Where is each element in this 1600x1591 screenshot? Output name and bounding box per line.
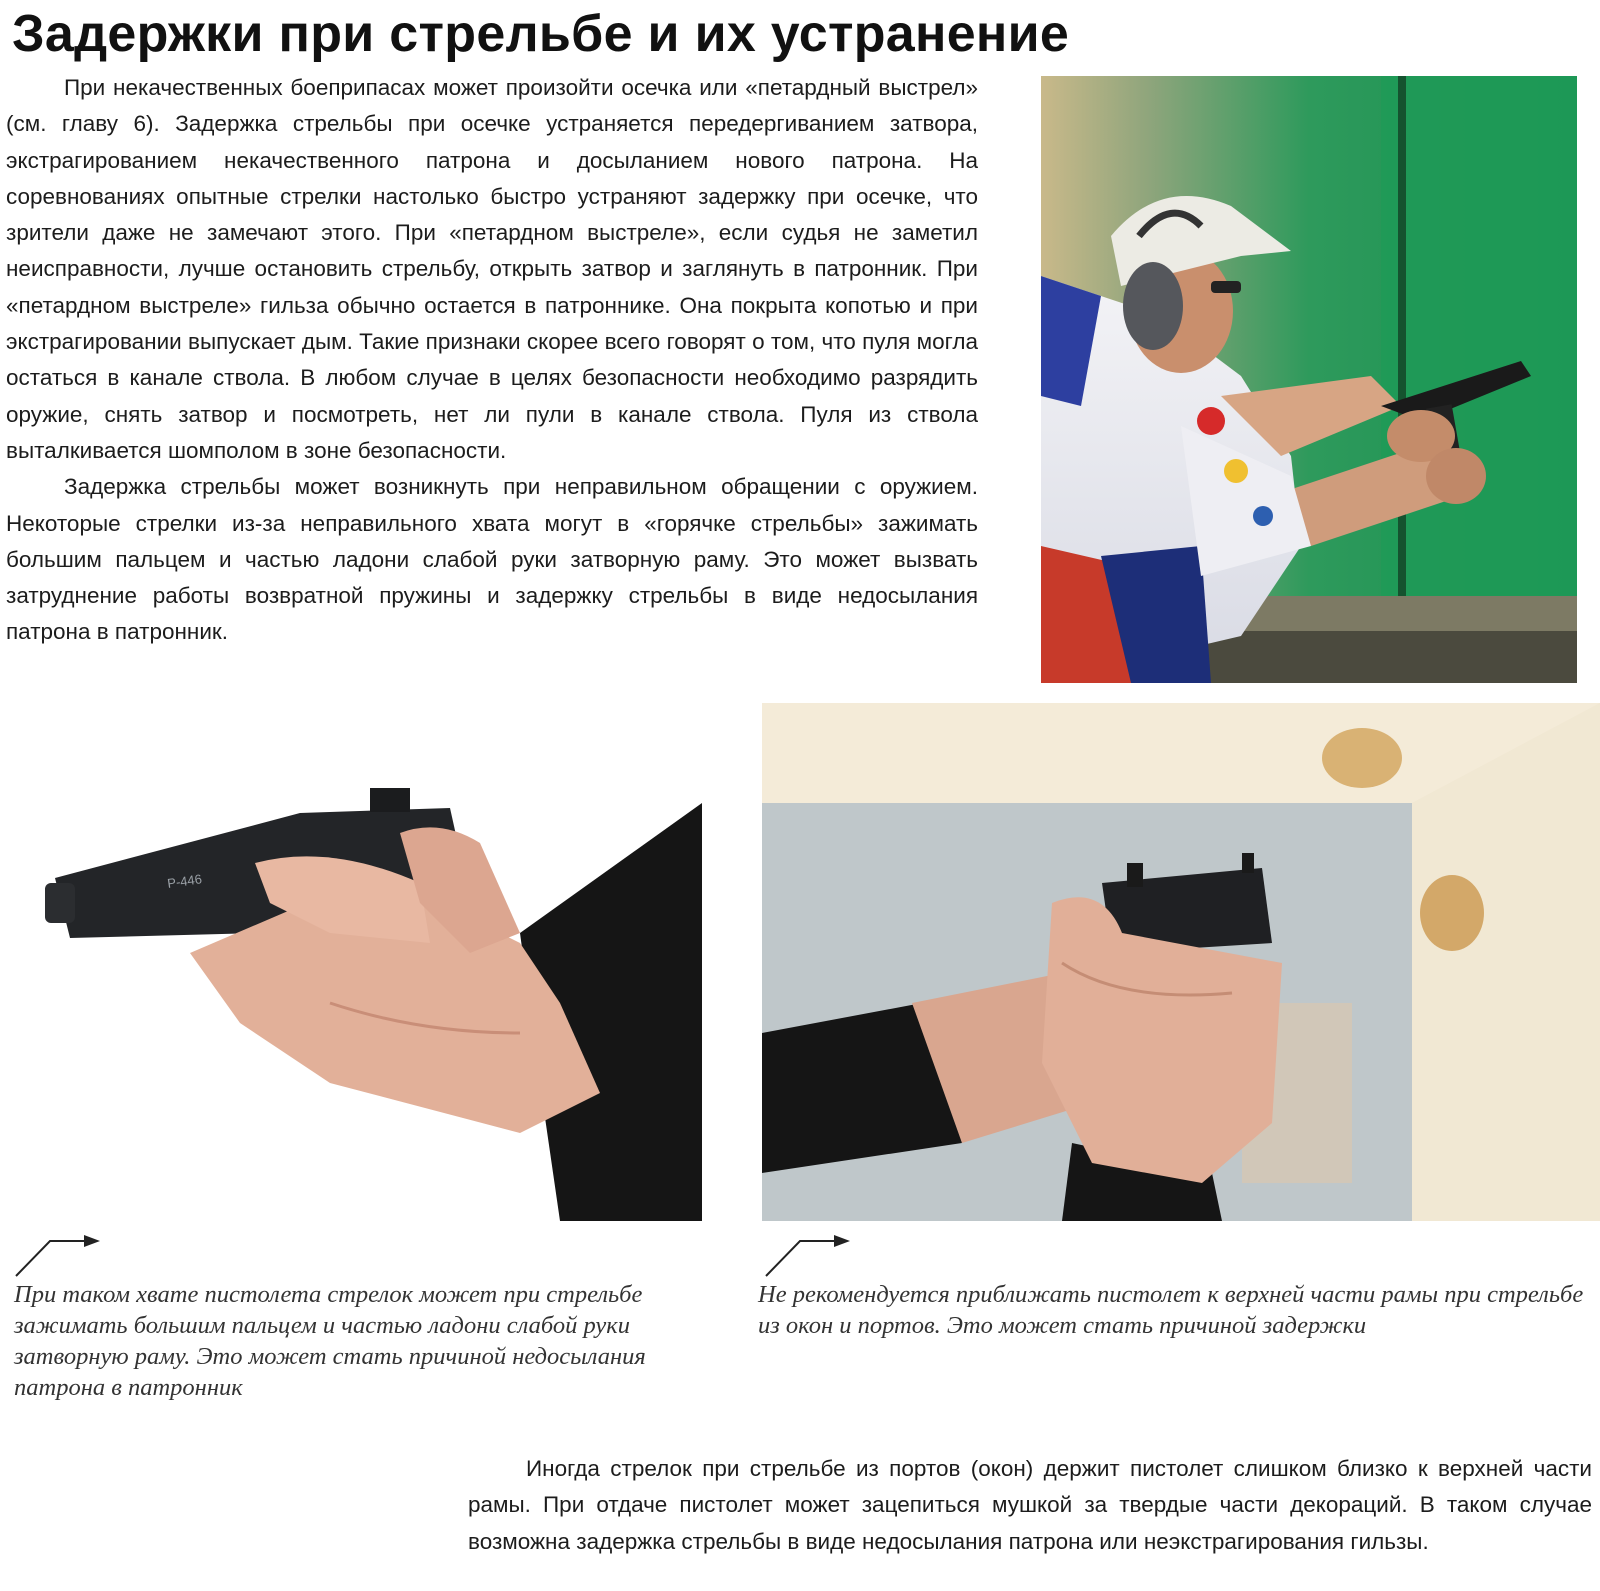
- caption-window-frame: Не рекомендуется приближать пистолет к верхней части рамы при стрельбе из окон и портов. Это может стать причиной задержки: [758, 1281, 1584, 1339]
- bottom-text-column: [468, 1451, 1592, 1560]
- improper-grip-photo: [0, 703, 702, 1221]
- page-title: Задержки при стрельбе и их устранение: [12, 5, 1070, 63]
- caption-improper-grip: При таком хвате пистолета стрелок может при стрельбе зажимать большим пальцем и частью ладони слабой руки затворную раму. Это может стать причиной недосылания патрона в патронник: [14, 1281, 646, 1401]
- caption-pointer-icon: [758, 1231, 858, 1281]
- main-text-column: [6, 70, 978, 651]
- paragraph-grip-error: Задержка стрельбы может возникнуть при неправильном обращении с оружием. Некоторые стрелки из-за неправильного хвата могут в «горячке стрельбы» зажимать большим пальцем и частью ладони слабой руки затворную раму. Это может вызвать затруднение работы возвратной пружины и задержку стрельбы в виде недосылания патрона в патронник.: [6, 474, 978, 645]
- shooter-photo: [1041, 76, 1577, 683]
- paragraph-misfire: При некачественных боеприпасах может произойти осечка или «петардный выстрел» (см. главу 6). Задержка стрельбы при осечке устраняется передергиванием затвора, экстрагированием некачественного патрона и досыланием нового патрона. На соревнованиях опытные стрелки настолько быстро устраняют задержку при осечке, что зрители даже не замечают этого. При «петардном выстреле», если судья не заметил неисправности, лучше остановить стрельбу, открыть затвор и заглянуть в патронник. При «петардном выстреле» гильза обычно остается в патроннике. Она покрыта копотью и при экстрагировании выпускает дым. Такие признаки скорее всего говорят о том, что пуля могла остаться в канале ствола. В любом случае в целях безопасности необходимо разрядить оружие, снять затвор и посмотреть, нет ли пули в канале ствола. Пуля из ствола выталкивается шомполом в зоне безопасности.: [6, 75, 978, 463]
- caption-pointer-icon: [8, 1231, 108, 1281]
- pistol-model-label: P-446: [166, 871, 203, 891]
- paragraph-port-shooting: Иногда стрелок при стрельбе из портов (окон) держит пистолет слишком близко к верхней части рамы. При отдаче пистолет может зацепиться мушкой за твердые части декораций. В таком случае возможна задержка стрельбы в виде недосылания патрона или неэкстрагирования гильзы.: [468, 1456, 1592, 1554]
- window-frame-photo: [762, 703, 1600, 1221]
